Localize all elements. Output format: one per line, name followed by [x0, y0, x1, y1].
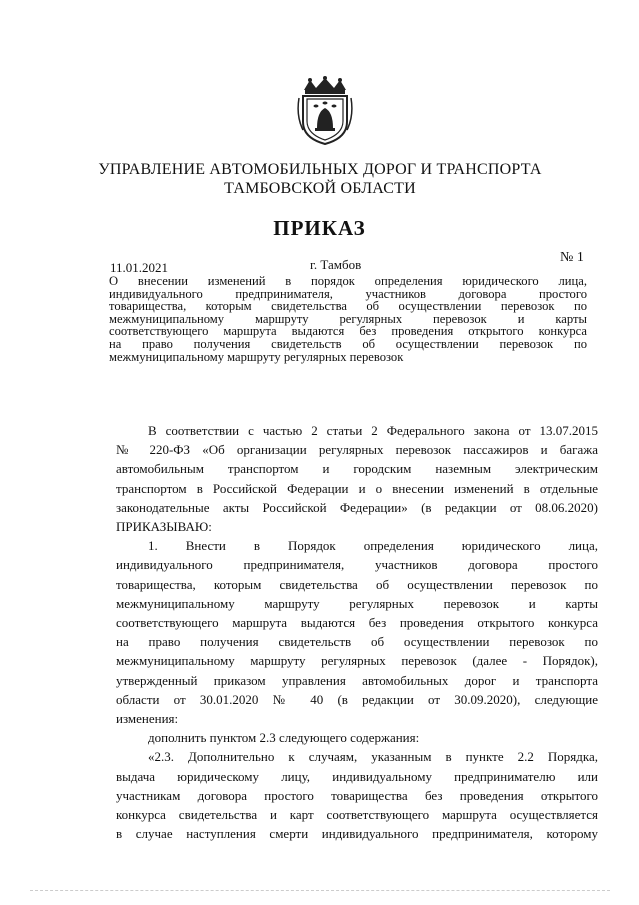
subject-line: межмуниципальному маршруту регулярных перевозок	[109, 349, 404, 364]
page-bottom-divider	[30, 890, 610, 891]
document-date: 11.01.2021	[110, 260, 169, 275]
body-line: в случае наступления смерти индивидуального предпринимателя, которому	[116, 826, 598, 842]
body-line: дополнить пунктом 2.3 следующего содержания:	[148, 730, 420, 746]
body-line: на право получения свидетельств об осуществлении перевозок по	[116, 634, 598, 650]
coat-of-arms-emblem	[296, 76, 354, 146]
body-line: товарищества, которым свидетельства об осуществлении перевозок по	[116, 576, 598, 592]
body-line: межмуниципальному маршруту регулярных перевозок и карты	[116, 595, 598, 611]
order-keyword: ПРИКАЗЫВАЮ:	[116, 519, 212, 535]
body-line: № 220-ФЗ «Об организации регулярных перевозок пассажиров и багажа	[116, 442, 598, 458]
subject-line: индивидуального предпринимателя, участников договора простого	[109, 286, 587, 301]
document-body	[116, 421, 598, 843]
body-line: конкурса свидетельства и карт соответствующего маршрута осуществляется	[116, 807, 598, 823]
body-line: межмуниципальному маршруту регулярных перевозок (далее - Порядок),	[116, 653, 598, 669]
body-line: «2.3. Дополнительно к случаям, указанным в пункте 2.2 Порядка,	[148, 749, 598, 765]
organization-title-line2: ТАМБОВСКОЙ ОБЛАСТИ	[224, 180, 416, 197]
body-line: В соответствии с частью 2 статьи 2 Федерального закона от 13.07.2015	[148, 423, 598, 438]
body-line: индивидуального предпринимателя, участников договора простого	[116, 557, 598, 573]
body-line: изменения:	[116, 711, 179, 727]
body-line: законодательные акты Российской Федерации» (в редакции от 08.06.2020)	[116, 499, 598, 515]
body-line: транспортом в Российской Федерации и о внесении изменений в отдельные	[116, 480, 598, 496]
subject-line: межмуниципальному маршруту регулярных перевозок и карты	[109, 311, 587, 326]
body-line: участникам договора простого товарищества без проведения открытого	[116, 787, 598, 803]
body-line: 1. Внести в Порядок определения юридического лица,	[148, 538, 598, 554]
body-line: выдача юридическому лицу, индивидуальному предпринимателю или	[116, 768, 598, 784]
document-type-heading: ПРИКАЗ	[273, 216, 366, 240]
body-line: области от 30.01.2020 № 40 (в редакции от 30.09.2020), следующие	[116, 691, 598, 707]
subject-line: соответствующего маршрута выдаются без проведения открытого конкурса	[109, 324, 587, 339]
subject-line: на право получения свидетельств об осуществлении перевозок по	[109, 336, 587, 351]
body-line: соответствующего маршрута выдаются без проведения открытого конкурса	[116, 615, 598, 631]
document-city: г. Тамбов	[310, 257, 362, 272]
document-number: № 1	[560, 250, 584, 265]
body-line: утвержденный приказом управления автомобильных дорог и транспорта	[116, 672, 598, 688]
body-line: автомобильным транспортом и городским наземным электрическим	[116, 461, 598, 477]
subject-line: товарищества, которым свидетельства об осуществлении перевозок по	[109, 299, 587, 314]
subject-line: О внесении изменений в порядок определения юридического лица,	[109, 274, 587, 288]
document-subject	[109, 275, 587, 363]
organization-title-line1: УПРАВЛЕНИЕ АВТОМОБИЛЬНЫХ ДОРОГ И ТРАНСПОРТА	[98, 161, 542, 178]
